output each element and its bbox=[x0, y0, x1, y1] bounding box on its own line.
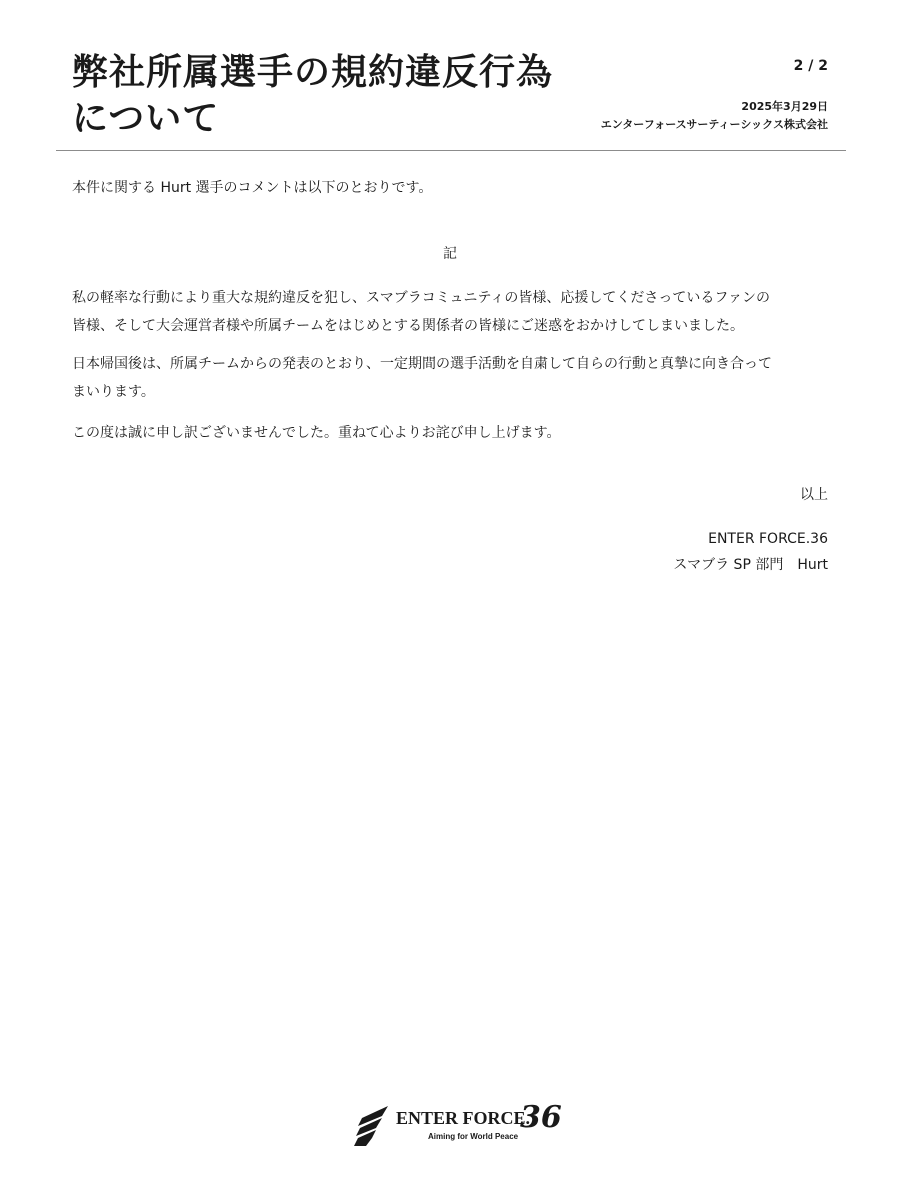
page-number: 2 / 2 bbox=[793, 58, 828, 74]
document-title bbox=[72, 50, 592, 142]
paragraph-2 bbox=[72, 352, 832, 404]
paragraph-1-line-2: 皆様、そして大会運営者様や所属チームをはじめとする関係者の皆様にご迷惑をおかけしてしまいました。 bbox=[72, 318, 744, 334]
paragraph-1-line-1: 私の軽率な行動により重大な規約違反を犯し、スマブラコミュニティの皆様、応援してくださっているファンの bbox=[72, 290, 771, 306]
paragraph-3: この度は誠に申し訳ございませんでした。重ねて心よりお詫び申し上げます。 bbox=[72, 425, 561, 441]
title-line-1: 弊社所属選手の規約違反行為 bbox=[72, 52, 554, 93]
ki-marker: 記 bbox=[443, 246, 457, 262]
logo-number: 36 bbox=[520, 1100, 562, 1135]
company-name: エンターフォースサーティーシックス株式会社 bbox=[600, 118, 828, 131]
closing-signature: スマブラ SP 部門 Hurt bbox=[673, 557, 828, 573]
logo-wordmark: ENTER FORCE. bbox=[396, 1108, 531, 1128]
enter-force-emblem-icon bbox=[352, 1104, 392, 1146]
closing-org: ENTER FORCE.36 bbox=[708, 531, 828, 547]
closing-ijo: 以上 bbox=[800, 487, 828, 503]
header-divider bbox=[56, 150, 846, 151]
paragraph-1 bbox=[72, 286, 832, 338]
paragraph-2-line-1: 日本帰国後は、所属チームからの発表のとおり、一定期間の選手活動を自粛して自らの行動と真摯に向き合って bbox=[72, 356, 772, 372]
paragraph-2-line-2: まいります。 bbox=[72, 384, 155, 400]
intro-text: 本件に関する Hurt 選手のコメントは以下のとおりです。 bbox=[72, 180, 433, 196]
enter-force-logo bbox=[352, 1102, 572, 1150]
logo-tagline: Aiming for World Peace bbox=[428, 1132, 519, 1141]
issue-date: 2025年3月29日 bbox=[741, 100, 828, 113]
title-line-2: について bbox=[72, 98, 220, 139]
